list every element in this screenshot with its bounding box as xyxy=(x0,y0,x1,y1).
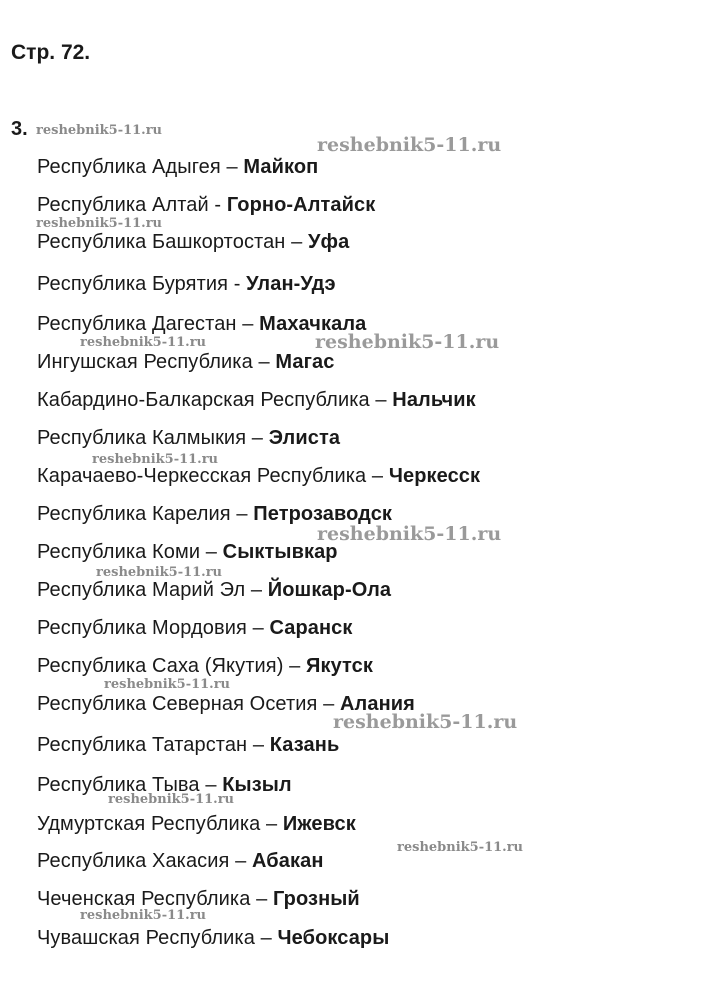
separator: – xyxy=(250,888,273,910)
list-item xyxy=(37,230,349,254)
region-name: Республика Саха (Якутия) xyxy=(37,655,284,677)
region-name: Удмуртская Республика xyxy=(37,813,261,835)
watermark: reshebnik5-11.ru xyxy=(397,840,524,855)
region-name: Республика Хакасия xyxy=(37,850,230,872)
watermark: reshebnik5-11.ru xyxy=(80,908,207,923)
list-item xyxy=(37,193,375,217)
region-name: Республика Марий Эл xyxy=(37,579,246,601)
list-item xyxy=(37,272,336,296)
watermark: reshebnik5-11.ru xyxy=(92,452,219,467)
capital-name: Йошкар-Ола xyxy=(267,579,392,601)
list-item xyxy=(37,388,476,412)
capital-name: Алания xyxy=(340,693,415,715)
capital-name: Улан-Удэ xyxy=(246,273,336,295)
capital-name: Магас xyxy=(275,351,335,373)
separator: – xyxy=(366,465,389,487)
region-name: Чеченская Республика xyxy=(37,888,251,910)
separator: – xyxy=(254,927,278,949)
separator: – xyxy=(220,156,244,178)
separator: – xyxy=(317,693,340,715)
capital-name: Сыктывкар xyxy=(222,541,338,563)
list-item xyxy=(37,350,334,374)
region-name: Республика Адыгея xyxy=(37,156,221,178)
region-name: Республика Алтай xyxy=(37,194,209,216)
list-item xyxy=(37,464,480,488)
region-name: Республика Северная Осетия xyxy=(37,693,318,715)
region-name: Республика Коми xyxy=(37,541,201,563)
watermark: reshebnik5-11.ru xyxy=(96,565,223,580)
capital-name: Уфа xyxy=(308,231,350,253)
page-title: Стр. 72. xyxy=(11,41,91,64)
separator: - xyxy=(228,273,247,295)
region-name: Карачаево-Черкесская Республика xyxy=(37,465,367,487)
capital-name: Нальчик xyxy=(392,389,476,411)
separator: – xyxy=(246,617,270,639)
watermark: reshebnik5-11.ru xyxy=(317,523,502,545)
watermark: reshebnik5-11.ru xyxy=(317,134,502,156)
region-name: Республика Дагестан xyxy=(37,313,237,335)
region-name: Республика Башкортостан xyxy=(37,231,286,253)
task-number: 3. xyxy=(11,118,28,140)
list-item xyxy=(37,887,360,911)
capital-name: Грозный xyxy=(272,888,360,910)
separator: – xyxy=(200,541,223,563)
separator: – xyxy=(252,351,276,373)
list-item xyxy=(37,926,389,950)
region-name: Республика Тыва xyxy=(37,774,200,796)
separator: – xyxy=(245,579,268,601)
capital-name: Майкоп xyxy=(243,156,319,178)
watermark: reshebnik5-11.ru xyxy=(333,711,518,733)
list-item xyxy=(37,616,353,640)
separator: – xyxy=(260,813,283,835)
region-name: Чувашская Республика xyxy=(37,927,255,949)
capital-name: Черкесск xyxy=(388,465,481,487)
watermark: reshebnik5-11.ru xyxy=(104,677,231,692)
capital-name: Махачкала xyxy=(259,313,367,335)
separator: – xyxy=(246,427,269,449)
capital-name: Якутск xyxy=(306,655,374,677)
capital-name: Горно-Алтайск xyxy=(226,194,376,216)
separator: - xyxy=(208,194,227,216)
capital-name: Абакан xyxy=(252,850,324,872)
list-item xyxy=(37,502,392,526)
capital-name: Элиста xyxy=(268,427,341,449)
list-item xyxy=(37,654,373,678)
list-item xyxy=(37,773,292,797)
separator: – xyxy=(230,503,254,525)
watermark: reshebnik5-11.ru xyxy=(108,792,235,807)
region-name: Республика Калмыкия xyxy=(37,427,247,449)
region-name: Кабардино-Балкарская Республика xyxy=(37,389,370,411)
list-item xyxy=(37,578,391,602)
capital-name: Петрозаводск xyxy=(253,503,393,525)
capital-name: Ижевск xyxy=(282,813,356,835)
separator: – xyxy=(247,734,270,756)
capital-name: Чебоксары xyxy=(277,927,390,949)
separator: – xyxy=(285,231,308,253)
capital-name: Казань xyxy=(269,734,340,756)
list-item xyxy=(37,155,318,179)
list-item xyxy=(37,692,415,716)
list-item xyxy=(37,812,356,836)
region-name: Республика Мордовия xyxy=(37,617,247,639)
capital-name: Саранск xyxy=(269,617,353,639)
watermark: reshebnik5-11.ru xyxy=(36,216,163,231)
region-name: Ингушская Республика xyxy=(37,351,253,373)
list-item xyxy=(37,733,339,757)
watermark: reshebnik5-11.ru xyxy=(36,123,163,138)
separator: – xyxy=(283,655,306,677)
separator: – xyxy=(229,850,253,872)
list-item xyxy=(37,426,340,450)
separator: – xyxy=(199,774,223,796)
list-item xyxy=(37,312,366,336)
watermark: reshebnik5-11.ru xyxy=(315,331,500,353)
watermark: reshebnik5-11.ru xyxy=(80,335,207,350)
region-name: Республика Карелия xyxy=(37,503,231,525)
list-item xyxy=(37,849,324,873)
separator: – xyxy=(369,389,393,411)
list-item xyxy=(37,540,338,564)
region-name: Республика Бурятия xyxy=(37,273,229,295)
region-name: Республика Татарстан xyxy=(37,734,248,756)
separator: – xyxy=(236,313,260,335)
capital-name: Кызыл xyxy=(222,774,292,796)
